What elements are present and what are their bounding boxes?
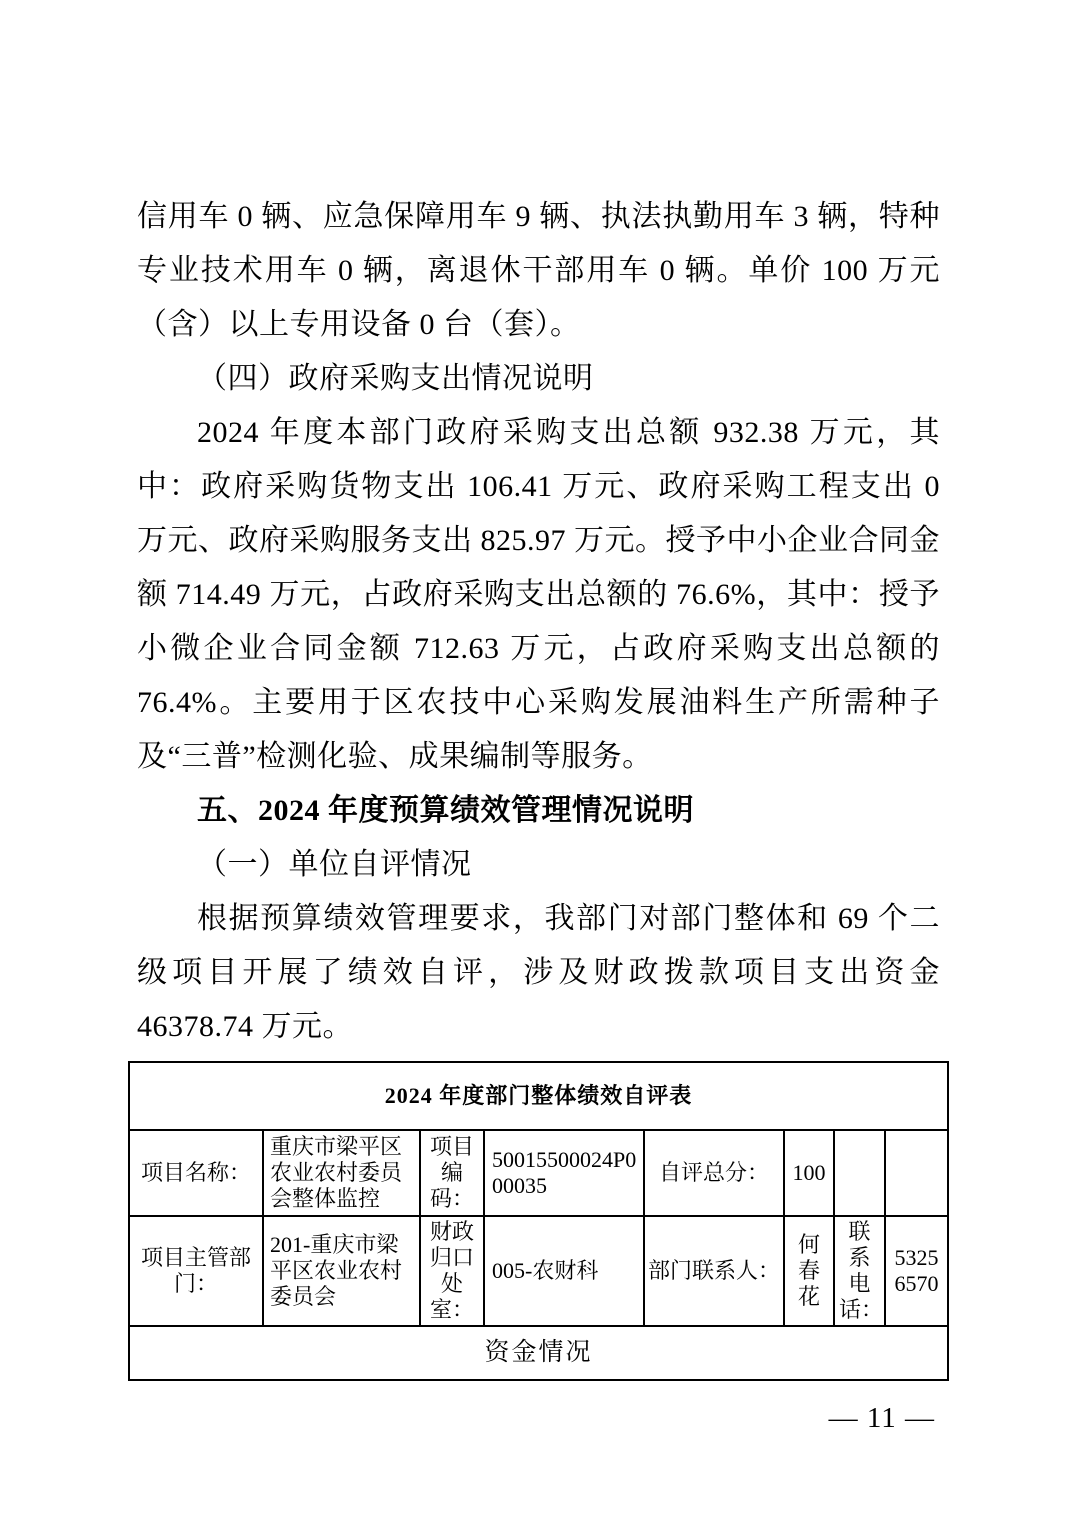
contact-phone-value: 53256570 xyxy=(885,1216,948,1326)
finance-office-label: 财政归口处室： xyxy=(420,1216,484,1326)
table-section-row xyxy=(129,1326,948,1380)
table-title: 2024 年度部门整体绩效自评表 xyxy=(129,1062,948,1130)
project-code-label: 项目编码： xyxy=(420,1130,484,1216)
contact-phone-label: 联系电话： xyxy=(834,1216,885,1326)
contact-person-value: 何春花 xyxy=(784,1216,834,1326)
table-row xyxy=(129,1130,948,1216)
contact-person-label: 部门联系人： xyxy=(644,1216,784,1326)
project-name-value: 重庆市梁平区农业农村委员会整体监控 xyxy=(263,1130,420,1216)
paragraph-vehicles: 信用车 0 辆、应急保障用车 9 辆、执法执勤用车 3 辆，特种专业技术用车 0 辆，离退休干部用车 0 辆。单价 100 万元（含）以上专用设备 0 台（套）。 xyxy=(137,200,940,341)
empty-cell xyxy=(834,1130,885,1216)
document-body xyxy=(137,190,940,1381)
heading-section-5: 五、2024 年度预算绩效管理情况说明 xyxy=(197,794,694,827)
paragraph-selfeval-summary: 根据预算绩效管理要求，我部门对部门整体和 69 个二级项目开展了绩效自评，涉及财政拨款项目支出资金 46378.74 万元。 xyxy=(137,902,940,1043)
page-number: — 11 — xyxy=(828,1402,935,1434)
heading-section-5-1: （一）单位自评情况 xyxy=(197,848,472,881)
finance-office-value: 005-农财科 xyxy=(484,1216,644,1326)
self-score-value: 100 xyxy=(784,1130,834,1216)
self-score-label: 自评总分： xyxy=(644,1130,784,1216)
heading-section-4: （四）政府采购支出情况说明 xyxy=(197,362,594,395)
project-name-label: 项目名称： xyxy=(129,1130,263,1216)
table-title-row xyxy=(129,1062,948,1130)
supervising-dept-value: 201-重庆市梁平区农业农村委员会 xyxy=(263,1216,420,1326)
funding-section-header: 资金情况 xyxy=(129,1326,948,1380)
table-row xyxy=(129,1216,948,1326)
selfeval-table xyxy=(128,1061,949,1381)
supervising-dept-label: 项目主管部门： xyxy=(129,1216,263,1326)
paragraph-procurement: 2024 年度本部门政府采购支出总额 932.38 万元，其中：政府采购货物支出 106.41 万元、政府采购工程支出 0 万元、政府采购服务支出 825.97 万元。授予中小企业合同金额 714.49 万元，占政府采购支出总额的 76.6%，其中：授予小微企业合同金额 712.63 万元，占政府采购支出总额的 76.4%。主要用于区农技中心采购发展油料生产所需种子及“三普”检测化验、成果编制等服务。 xyxy=(137,416,940,773)
project-code-value: 50015500024P000035 xyxy=(484,1130,644,1216)
empty-cell xyxy=(885,1130,948,1216)
